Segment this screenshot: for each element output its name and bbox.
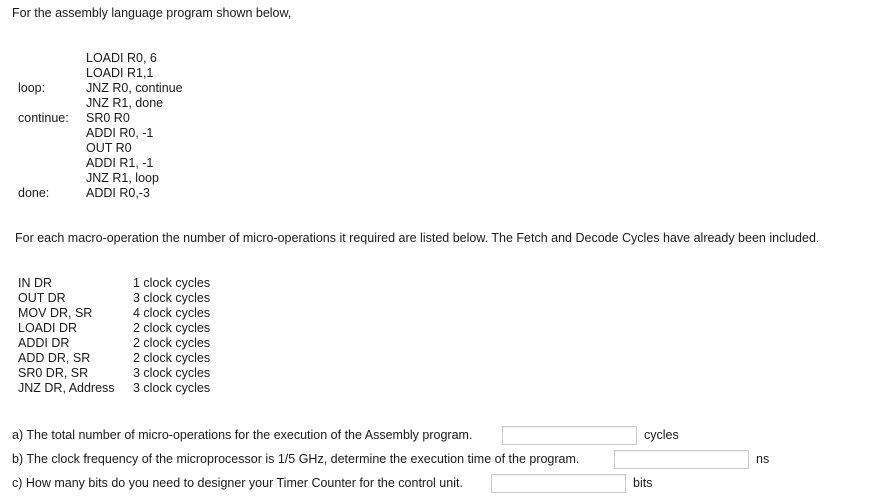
label-loop: loop:	[18, 81, 46, 95]
macro-instruction: OUT DR	[18, 291, 66, 305]
macro-cycles: 2 clock cycles	[133, 321, 211, 335]
macro-instruction: IN DR	[18, 276, 53, 290]
program-line-5: SR0 R0	[86, 111, 130, 125]
program-line-7: OUT R0	[86, 141, 132, 155]
macro-cycles: 3 clock cycles	[133, 291, 211, 305]
macro-cycles: 4 clock cycles	[133, 306, 211, 320]
macro-intro-text: For each macro-operation the number of micro-operations it required are listed below. The Fetch and Decode Cycles have already been included.	[15, 231, 820, 245]
program-line-3: JNZ R0, continue	[86, 81, 183, 95]
program-line-9: JNZ R1, loop	[86, 171, 159, 185]
answer-c-input[interactable]	[491, 474, 626, 493]
answer-b-unit: ns	[756, 452, 770, 466]
intro-text: For the assembly language program shown below,	[12, 6, 292, 20]
question-b-text: b) The clock frequency of the microprocessor is 1/5 GHz, determine the execution time of the program.	[12, 452, 580, 466]
question-a-text: a) The total number of micro-operations for the execution of the Assembly program.	[12, 428, 473, 442]
label-continue: continue:	[18, 111, 69, 125]
macro-instruction: LOADI DR	[18, 321, 78, 335]
macro-instruction: SR0 DR, SR	[18, 366, 89, 380]
macro-instruction: ADDI DR	[18, 336, 70, 350]
macro-cycles: 1 clock cycles	[133, 276, 211, 290]
answer-c-unit: bits	[633, 476, 653, 490]
macro-instruction: MOV DR, SR	[18, 306, 93, 320]
program-line-10: ADDI R0,-3	[86, 186, 150, 200]
program-line-2: LOADI R1,1	[86, 66, 154, 80]
answer-a-unit: cycles	[644, 428, 679, 442]
program-line-1: LOADI R0, 6	[86, 51, 157, 65]
question-c-text: c) How many bits do you need to designer your Timer Counter for the control unit.	[12, 476, 463, 490]
label-done: done:	[18, 186, 50, 200]
answer-b-input[interactable]	[614, 450, 749, 469]
answer-a-input[interactable]	[502, 426, 637, 445]
macro-cycles: 2 clock cycles	[133, 336, 211, 350]
program-line-8: ADDI R1, -1	[86, 156, 154, 170]
macro-instruction: ADD DR, SR	[18, 351, 91, 365]
program-line-6: ADDI R0, -1	[86, 126, 154, 140]
macro-cycles: 3 clock cycles	[133, 366, 211, 380]
macro-cycles: 3 clock cycles	[133, 381, 211, 395]
program-line-4: JNZ R1, done	[86, 96, 164, 110]
macro-instruction: JNZ DR, Address	[18, 381, 115, 395]
macro-cycles: 2 clock cycles	[133, 351, 211, 365]
